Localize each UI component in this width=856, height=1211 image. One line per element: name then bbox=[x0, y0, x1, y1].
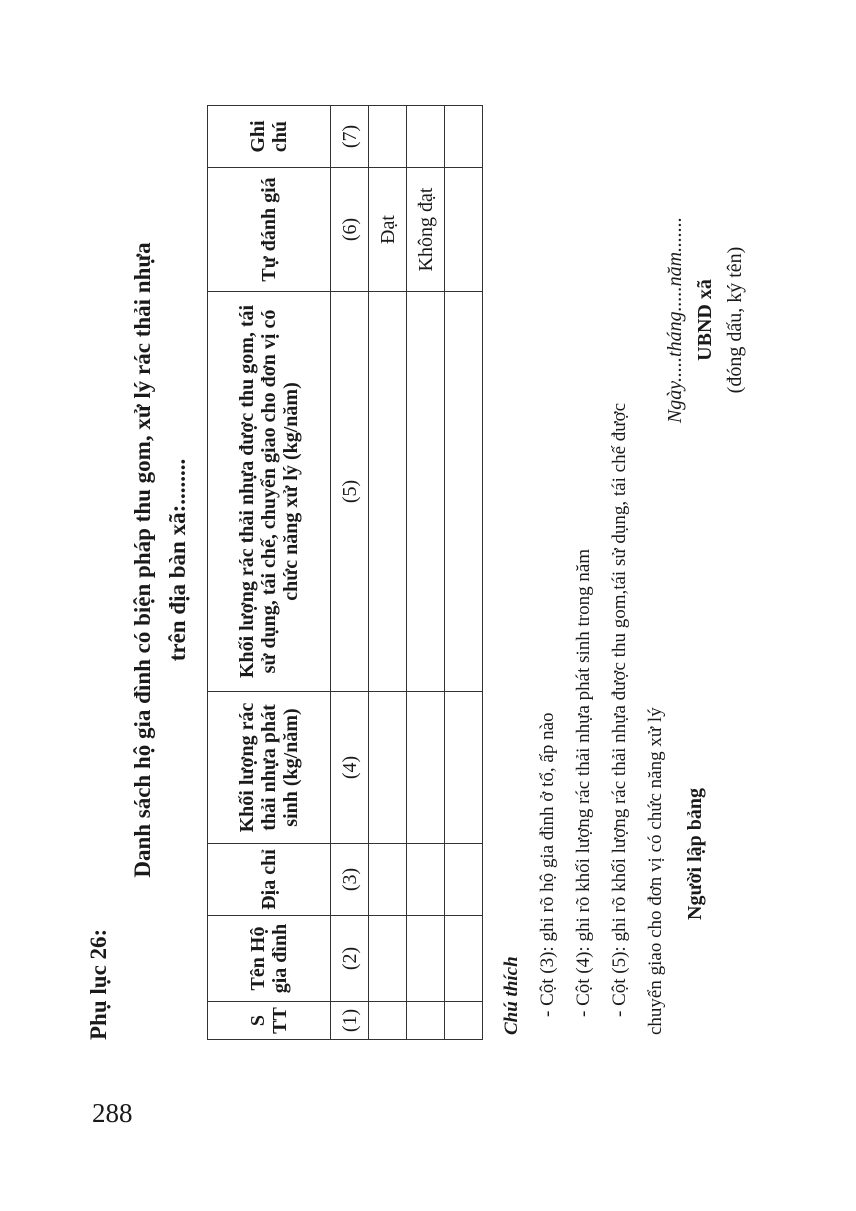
table-row bbox=[369, 106, 407, 1040]
table-cell bbox=[445, 844, 483, 916]
table-cell bbox=[407, 692, 445, 844]
household-table bbox=[207, 105, 483, 1040]
notes-section bbox=[494, 403, 674, 1035]
notes-heading: Chú thích bbox=[501, 956, 522, 1035]
col-header-generated: Khối lượng rác thải nhựa phát sinh (kg/năm) bbox=[208, 692, 331, 844]
col-header-address: Địa chỉ bbox=[208, 844, 331, 916]
page-number: 288 bbox=[92, 1098, 133, 1128]
table-row bbox=[407, 106, 445, 1040]
table-row bbox=[445, 106, 483, 1040]
col-header-collected: Khối lượng rác thải nhựa được thu gom, tái sử dụng, tái chế, chuyển giao cho đơn vị có chức năng xử lý (kg/năm) bbox=[208, 292, 331, 692]
col-header-self-assessment: Tự đánh giá bbox=[208, 168, 331, 292]
table-cell: (6) bbox=[331, 168, 369, 292]
document-title: Danh sách hộ gia đình có biện pháp thu gom, xử lý rác thải nhựa bbox=[130, 242, 155, 878]
col-header-stt: S TT bbox=[208, 1002, 331, 1040]
document-subtitle: trên địa bàn xã:........ bbox=[165, 458, 190, 662]
note-item: - Cột (5): ghi rõ khối lượng rác thải nhựa được thu gom,tái sử dụng, tái chế được bbox=[609, 402, 630, 1017]
col-header-household: Tên Hộ gia đình bbox=[208, 916, 331, 1002]
table-cell: (4) bbox=[331, 692, 369, 844]
table-cell: (1) bbox=[331, 1002, 369, 1040]
table-cell bbox=[445, 1002, 483, 1040]
table-cell: (7) bbox=[331, 106, 369, 168]
table-cell bbox=[445, 692, 483, 844]
table-cell bbox=[369, 692, 407, 844]
table-cell-assessment: Đạt bbox=[369, 168, 407, 292]
table-cell: (2) bbox=[331, 916, 369, 1002]
stamp-instruction: (đóng dấu, ký tên) bbox=[724, 246, 746, 394]
note-item: - Cột (4): ghi rõ khối lượng rác thải nhựa phát sinh trong năm bbox=[573, 548, 594, 1017]
table-cell bbox=[369, 916, 407, 1002]
table-cell bbox=[407, 1002, 445, 1040]
date-line: Ngày.....tháng.....năm....... bbox=[664, 216, 686, 424]
note-item: - Cột (3): ghi rõ hộ gia đình ở tổ, ấp nào bbox=[537, 712, 558, 1017]
table-cell-assessment: Không đạt bbox=[407, 168, 445, 292]
table-cell bbox=[445, 106, 483, 168]
table-cell bbox=[369, 106, 407, 168]
preparer-signature-label: Người lập bảng bbox=[684, 787, 706, 920]
appendix-label: Phụ lục 26: bbox=[86, 928, 111, 1040]
note-continuation: chuyển giao cho đơn vị có chức năng xử lý bbox=[645, 707, 666, 1035]
table-cell bbox=[369, 1002, 407, 1040]
table-cell bbox=[407, 292, 445, 692]
table-cell bbox=[407, 106, 445, 168]
table-cell bbox=[445, 168, 483, 292]
table-cell bbox=[407, 916, 445, 1002]
rotated-content bbox=[80, 10, 850, 1110]
table-index-row bbox=[331, 106, 369, 1040]
authority-name: UBND xã bbox=[694, 279, 716, 361]
table-cell: (3) bbox=[331, 844, 369, 916]
col-header-notes: Ghi chú bbox=[208, 106, 331, 168]
table-cell bbox=[369, 844, 407, 916]
approval-signature-block bbox=[660, 170, 750, 470]
table-cell: (5) bbox=[331, 292, 369, 692]
table-header-row bbox=[208, 106, 331, 1040]
table-cell bbox=[445, 292, 483, 692]
table-cell bbox=[407, 844, 445, 916]
table-cell bbox=[445, 916, 483, 1002]
table-cell bbox=[369, 292, 407, 692]
